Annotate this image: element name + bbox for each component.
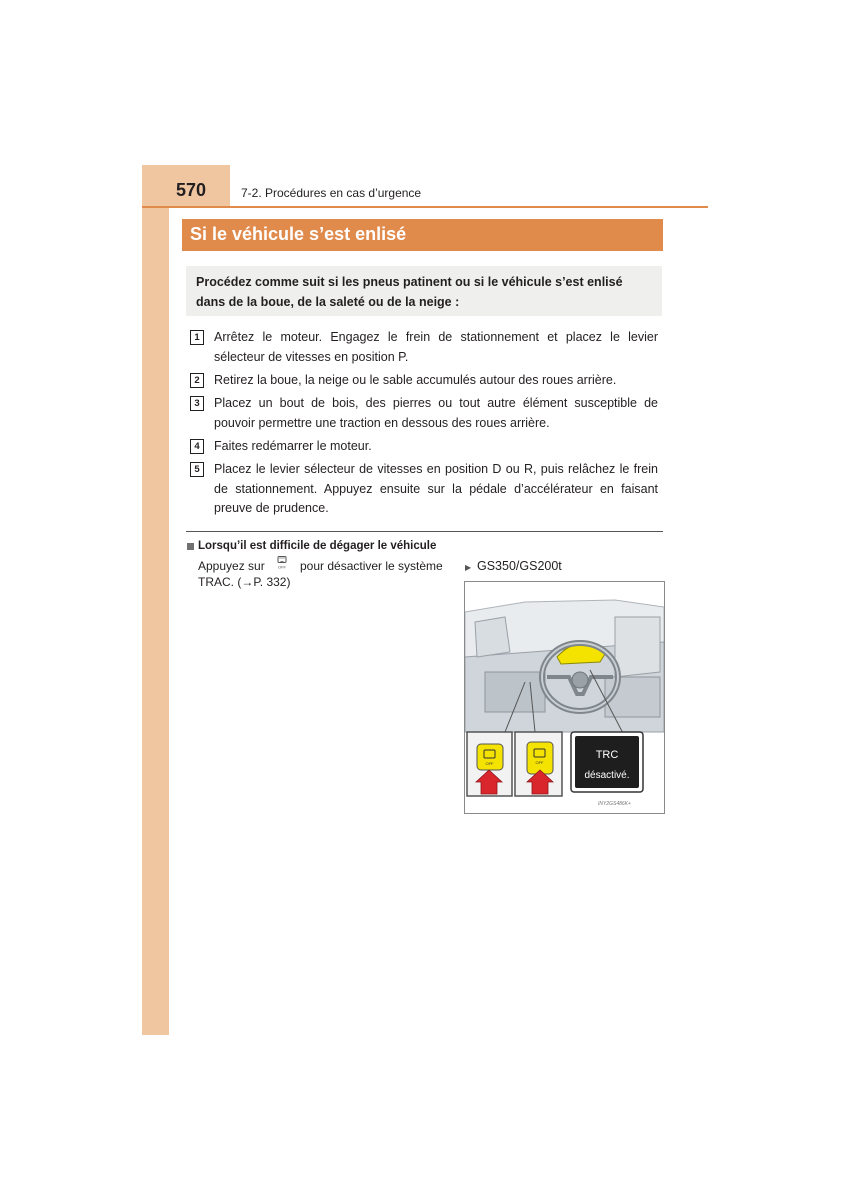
step-number: 1 <box>190 330 204 345</box>
triangle-marker-icon: ▶ <box>465 563 472 572</box>
trc-off-icon <box>276 556 288 570</box>
dashboard-illustration <box>464 581 665 814</box>
section-label: 7-2. Procédures en cas d’urgence <box>241 186 422 200</box>
svg-text:OFF: OFF <box>485 761 494 766</box>
svg-text:OFF: OFF <box>278 564 286 570</box>
step-text: Placez un bout de bois, des pierres ou tout autre élément susceptible de pouvoir permettre une traction en dessous des roues arrière. <box>214 396 658 430</box>
header-rule <box>142 206 708 208</box>
note-text-after-icon: pour désactiver le système <box>300 559 443 573</box>
step-number: 2 <box>190 373 204 388</box>
step-number: 5 <box>190 462 204 477</box>
step-text: Faites redémarrer le moteur. <box>214 439 372 453</box>
note-text-before-icon: Appuyez sur <box>198 559 265 573</box>
step-text: Retirez la boue, la neige ou le sable accumulés autour des roues arrière. <box>214 373 617 387</box>
note-heading: Lorsqu’il est difficile de dégager le véhicule <box>198 540 437 552</box>
display-text-line-1: TRC <box>595 749 619 761</box>
note-line-2: TRAC. (→P. 332) <box>198 575 291 589</box>
page-title: Si le véhicule s’est enlisé <box>190 224 407 244</box>
side-tab <box>142 165 169 1035</box>
intro-box <box>186 266 662 316</box>
title-bar <box>182 219 663 251</box>
page-number: 570 <box>176 180 207 200</box>
step-text: Arrêtez le moteur. Engagez le frein de stationnement et placez le levier sélecteur de vitesses en position P. <box>214 330 658 364</box>
svg-text:OFF: OFF <box>535 760 544 765</box>
section-divider <box>186 531 663 532</box>
square-bullet-icon <box>187 543 194 550</box>
step-text: Placez le levier sélecteur de vitesses en position D ou R, puis relâchez le frein de stationnement. Appuyez ensuite sur la pédale d’accélérateur en faisant preuve de prudence. <box>214 462 658 515</box>
step-number: 4 <box>190 439 204 454</box>
step-number: 3 <box>190 396 204 411</box>
display-text-line-2: désactivé. <box>584 770 630 781</box>
figure-code: INY2GS486K+ <box>598 801 631 807</box>
model-label: GS350/GS200t <box>477 559 562 573</box>
intro-text: Procédez comme suit si les pneus patinent ou si le véhicule s’est enlisé dans de la boue, de la saleté ou de la neige : <box>196 275 623 309</box>
dashboard-drawing <box>465 582 664 813</box>
